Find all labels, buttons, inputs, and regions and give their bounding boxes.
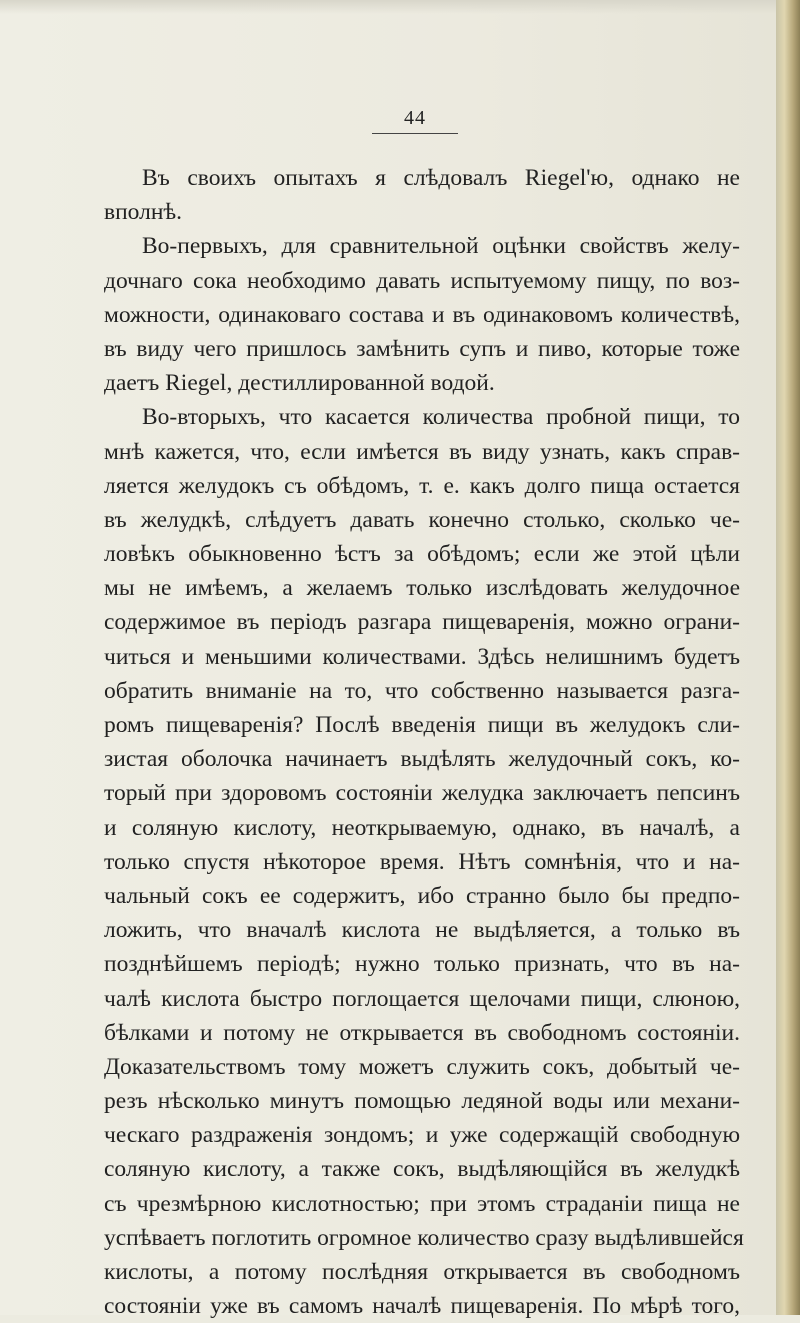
text-line: читься и меньшими количествами. Здѣсь нелишнимъ будетъ: [104, 643, 740, 670]
text-line: ромъ пищеваренія? Послѣ введенія пищи въ желудокъ сли-: [104, 712, 740, 738]
text-line: резъ нѣсколько минутъ помощью ледяной воды или механи-: [104, 1088, 740, 1115]
book-edge: [776, 0, 800, 1315]
text-line: обратить вниманіе на то, что собственно называется разга-: [104, 677, 740, 704]
text-line: Въ своихъ опытахъ я слѣдовалъ Riegel'ю, однако не: [142, 165, 740, 191]
text-line: мы не имѣемъ, а желаемъ только изслѣдовать желудочное: [104, 575, 740, 602]
text-line: чальный сокъ ее содержитъ, ибо странно было бы предпо-: [104, 882, 740, 909]
text-line: даетъ Riegel, дестиллированной водой.: [104, 370, 495, 397]
text-line: ческаго раздраженія зондомъ; и уже содержащій свободную: [104, 1122, 740, 1149]
text-line: торый при здоровомъ состояніи желудка заключаетъ пепсинъ: [104, 780, 740, 807]
text-line: зистая оболочка начинаетъ выдѣлять желудочный сокъ, ко-: [104, 746, 740, 773]
text-line: ловѣкъ обыкновенно ѣстъ за обѣдомъ; если же этой цѣли: [104, 541, 740, 568]
text-line: вполнѣ.: [104, 199, 183, 226]
text-line: бѣлками и потому не открывается въ свободномъ состояніи.: [104, 1019, 740, 1046]
text-line: съ чрезмѣрною кислотностью; при этомъ страданіи пища не: [104, 1190, 740, 1217]
text-line: Во-вторыхъ, что касается количества пробной пищи, то: [142, 404, 740, 431]
text-line: успѣваетъ поглотить огромное количество сразу выдѣлившейся: [104, 1224, 744, 1251]
page-number-rule: [372, 133, 458, 134]
text-line: можности, одинаковаго состава и въ одинаковомъ количествѣ,: [104, 301, 740, 328]
text-line: въ виду чего пришлось замѣнить супъ и пиво, которые тоже: [104, 335, 740, 362]
text-line: позднѣйшемъ періодѣ; нужно только признать, что въ на-: [104, 951, 740, 978]
text-line: содержимое въ періодъ разгара пищеваренія, можно ограни-: [104, 609, 740, 636]
text-line: только спустя нѣкоторое время. Нѣтъ сомнѣнія, что и на-: [104, 848, 740, 875]
text-line: ложить, что вначалѣ кислота не выдѣляется, а только въ: [104, 917, 740, 944]
text-line: Во-первыхъ, для сравнительной оцѣнки свойствъ желу-: [142, 233, 740, 260]
text-line: чалѣ кислота быстро поглощается щелочами пищи, слюною,: [104, 985, 740, 1012]
text-line: состояніи уже въ самомъ началѣ пищеваренія. По мѣрѣ того,: [104, 1293, 740, 1320]
page-top-shadow: [0, 0, 776, 14]
text-line: кислоты, а потому послѣдняя открывается въ свободномъ: [104, 1259, 740, 1285]
text-line: ляется желудокъ съ обѣдомъ, т. е. какъ долго пища остается: [104, 472, 740, 499]
text-line: и соляную кислоту, неоткрываемую, однако, въ началѣ, а: [104, 814, 740, 841]
text-line: дочнаго сока необходимо давать испытуемому пищу, по воз-: [104, 267, 740, 294]
text-line: въ желудкѣ, слѣдуетъ давать конечно столько, сколько че-: [104, 506, 740, 533]
text-line: мнѣ кажется, что, если имѣется въ виду узнать, какъ справ-: [104, 438, 740, 465]
body-text: [104, 161, 744, 1323]
page-number: 44: [404, 107, 426, 129]
text-line: Доказательствомъ тому можетъ служить сокъ, добытый че-: [104, 1053, 740, 1080]
text-line: соляную кислоту, а также сокъ, выдѣляющійся въ желудкѣ: [104, 1156, 740, 1183]
